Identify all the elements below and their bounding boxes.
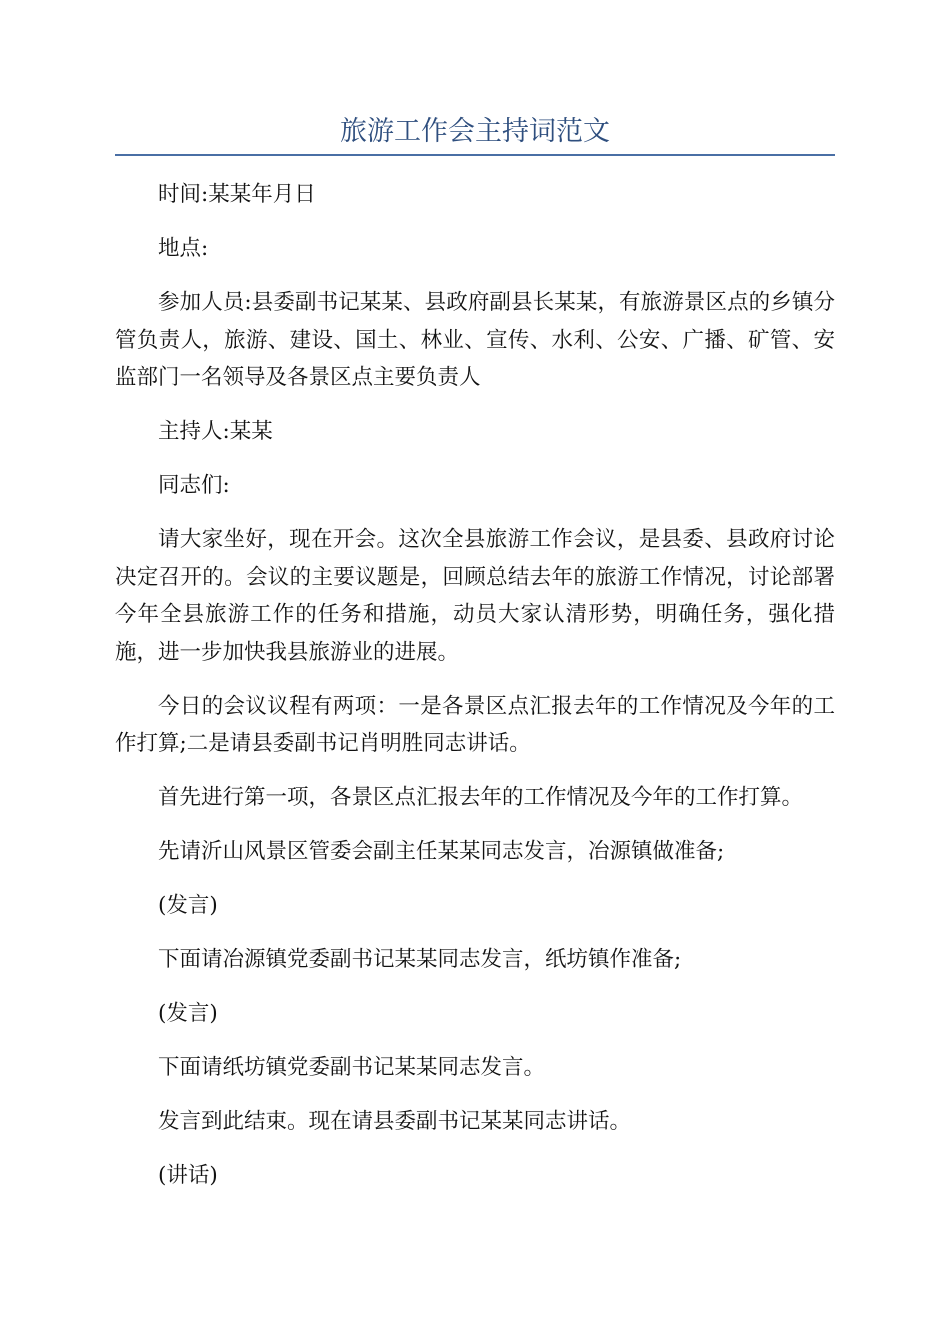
paragraph-time: 时间:某某年月日 [158,182,316,207]
paragraph-attendees: 参加人员:县委副书记某某、县政府副县长某某，有旅游景区点的乡镇分管负责人，旅游、建设、国土、林业、宣传、水利、公安、广播、矿管、安监部门一名领导及各景区点主要负责人 [115,290,835,390]
paragraph-speech-note-2: (发言) [158,1001,218,1026]
paragraph-speaker-3: 下面请纸坊镇党委副书记某某同志发言。 [158,1055,546,1080]
document-body [115,176,835,1211]
paragraph-item-one: 首先进行第一项，各景区点汇报去年的工作情况及今年的工作打算。 [158,785,804,810]
paragraph-agenda: 今日的会议议程有两项：一是各景区点汇报去年的工作情况及今年的工作打算;二是请县委副书记肖明胜同志讲话。 [115,693,835,756]
paragraph-host: 主持人:某某 [158,419,273,444]
paragraph-opening: 请大家坐好，现在开会。这次全县旅游工作会议，是县委、县政府讨论决定召开的。会议的主要议题是，回顾总结去年的旅游工作情况，讨论部署今年全县旅游工作的任务和措施，动员大家认清形势，明确任务，强化措施，进一步加快我县旅游业的进展。 [115,527,835,665]
paragraph-speech-note-3: (讲话) [158,1163,218,1188]
paragraph-salutation: 同志们: [158,473,230,498]
paragraph-speaker-1: 先请沂山风景区管委会副主任某某同志发言，冶源镇做准备; [158,839,725,864]
paragraph-speech-note-1: (发言) [158,893,218,918]
paragraph-location: 地点: [158,236,209,261]
title-underline [115,154,835,156]
document-title: 旅游工作会主持词范文 [340,116,610,147]
paragraph-closing: 发言到此结束。现在请县委副书记某某同志讲话。 [158,1109,632,1134]
paragraph-speaker-2: 下面请冶源镇党委副书记某某同志发言，纸坊镇作准备; [158,947,682,972]
